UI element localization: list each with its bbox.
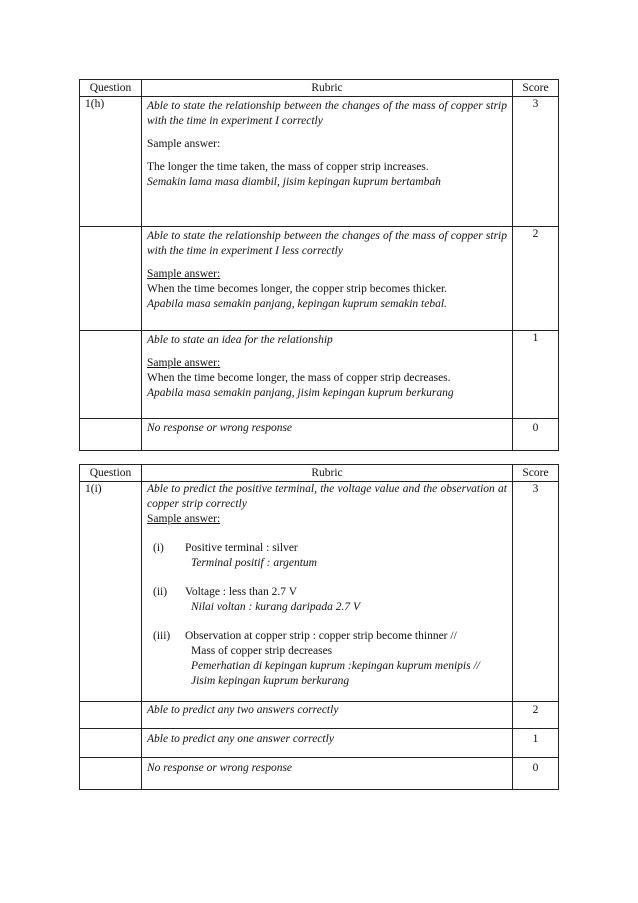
item-number: (i) (153, 542, 164, 554)
answer-english: When the time becomes longer, the copper strip becomes thicker. (147, 283, 448, 295)
item-english: Voltage : less than 2.7 V (185, 586, 298, 598)
score-value: 0 (513, 419, 559, 451)
sample-answer-label: Sample answer: (147, 268, 221, 280)
prediction-item (149, 585, 507, 615)
answer-english: The longer the time taken, the mass of copper strip increases. (147, 161, 429, 173)
score-value: 2 (513, 227, 559, 331)
table-row (80, 729, 559, 758)
criterion-text: Able to state an idea for the relationship (147, 334, 333, 346)
table-row (80, 482, 559, 702)
prediction-item (149, 541, 507, 571)
header-rubric: Rubric (142, 80, 513, 97)
item-english-cont: Mass of copper strip decreases (191, 645, 333, 657)
score-value: 1 (513, 331, 559, 419)
criterion-text: Able to state the relationship between the changes of the mass of copper strip with the time in experiment I less correctly (147, 230, 507, 257)
rubric-cell (142, 702, 513, 729)
item-number: (iii) (153, 630, 171, 642)
rubric-table-1i (79, 464, 559, 790)
table-row (80, 419, 559, 451)
rubric-cell (142, 97, 513, 227)
score-value: 3 (513, 482, 559, 702)
rubric-cell (142, 729, 513, 758)
table-row (80, 227, 559, 331)
header-rubric: Rubric (142, 465, 513, 482)
question-number: 1(h) (80, 97, 142, 227)
rubric-cell (142, 227, 513, 331)
answer-malay: Apabila masa semakin panjang, kepingan kuprum semakin tebal. (147, 298, 447, 310)
criterion-text: Able to predict any one answer correctly (147, 733, 334, 745)
sample-answer-label: Sample answer: (147, 138, 221, 150)
sample-answer-label: Sample answer: (147, 357, 221, 369)
score-value: 1 (513, 729, 559, 758)
criterion-text: No response or wrong response (147, 762, 293, 774)
item-english: Positive terminal : silver (185, 542, 298, 554)
item-malay: Nilai voltan : kurang daripada 2.7 V (191, 601, 360, 613)
question-number: 1(i) (80, 482, 142, 702)
answer-malay: Semakin lama masa diambil, jisim kepingan kuprum bertambah (147, 176, 441, 188)
prediction-item (149, 629, 507, 689)
table-header-row (80, 465, 559, 482)
rubric-table-1h (79, 79, 559, 451)
table-header-row (80, 80, 559, 97)
header-score: Score (513, 465, 559, 482)
item-malay: Terminal positif : argentum (191, 557, 317, 569)
answer-english: When the time become longer, the mass of copper strip decreases. (147, 372, 451, 384)
rubric-cell (142, 482, 513, 702)
table-row (80, 331, 559, 419)
score-value: 2 (513, 702, 559, 729)
header-score: Score (513, 80, 559, 97)
item-malay: Pemerhatian di kepingan kuprum :kepingan kuprum menipis // (191, 660, 480, 672)
header-question: Question (80, 80, 142, 97)
rubric-cell (142, 331, 513, 419)
sample-answer-label: Sample answer: (147, 513, 221, 525)
criterion-text: Able to predict any two answers correctly (147, 704, 339, 716)
item-english: Observation at copper strip : copper strip become thinner // (185, 630, 457, 642)
score-value: 0 (513, 758, 559, 790)
table-row (80, 97, 559, 227)
table-row (80, 702, 559, 729)
criterion-text: Able to predict the positive terminal, the voltage value and the observation at copper strip correctly (147, 483, 507, 510)
item-malay-cont: Jisim kepingan kuprum berkurang (191, 675, 350, 687)
header-question: Question (80, 465, 142, 482)
criterion-text: No response or wrong response (147, 422, 293, 434)
rubric-cell (142, 758, 513, 790)
rubric-cell (142, 419, 513, 451)
table-row (80, 758, 559, 790)
score-value: 3 (513, 97, 559, 227)
criterion-text: Able to state the relationship between the changes of the mass of copper strip with the time in experiment I correctly (147, 100, 507, 127)
item-number: (ii) (153, 586, 168, 598)
answer-malay: Apabila masa semakin panjang, jisim kepingan kuprum berkurang (147, 387, 454, 399)
